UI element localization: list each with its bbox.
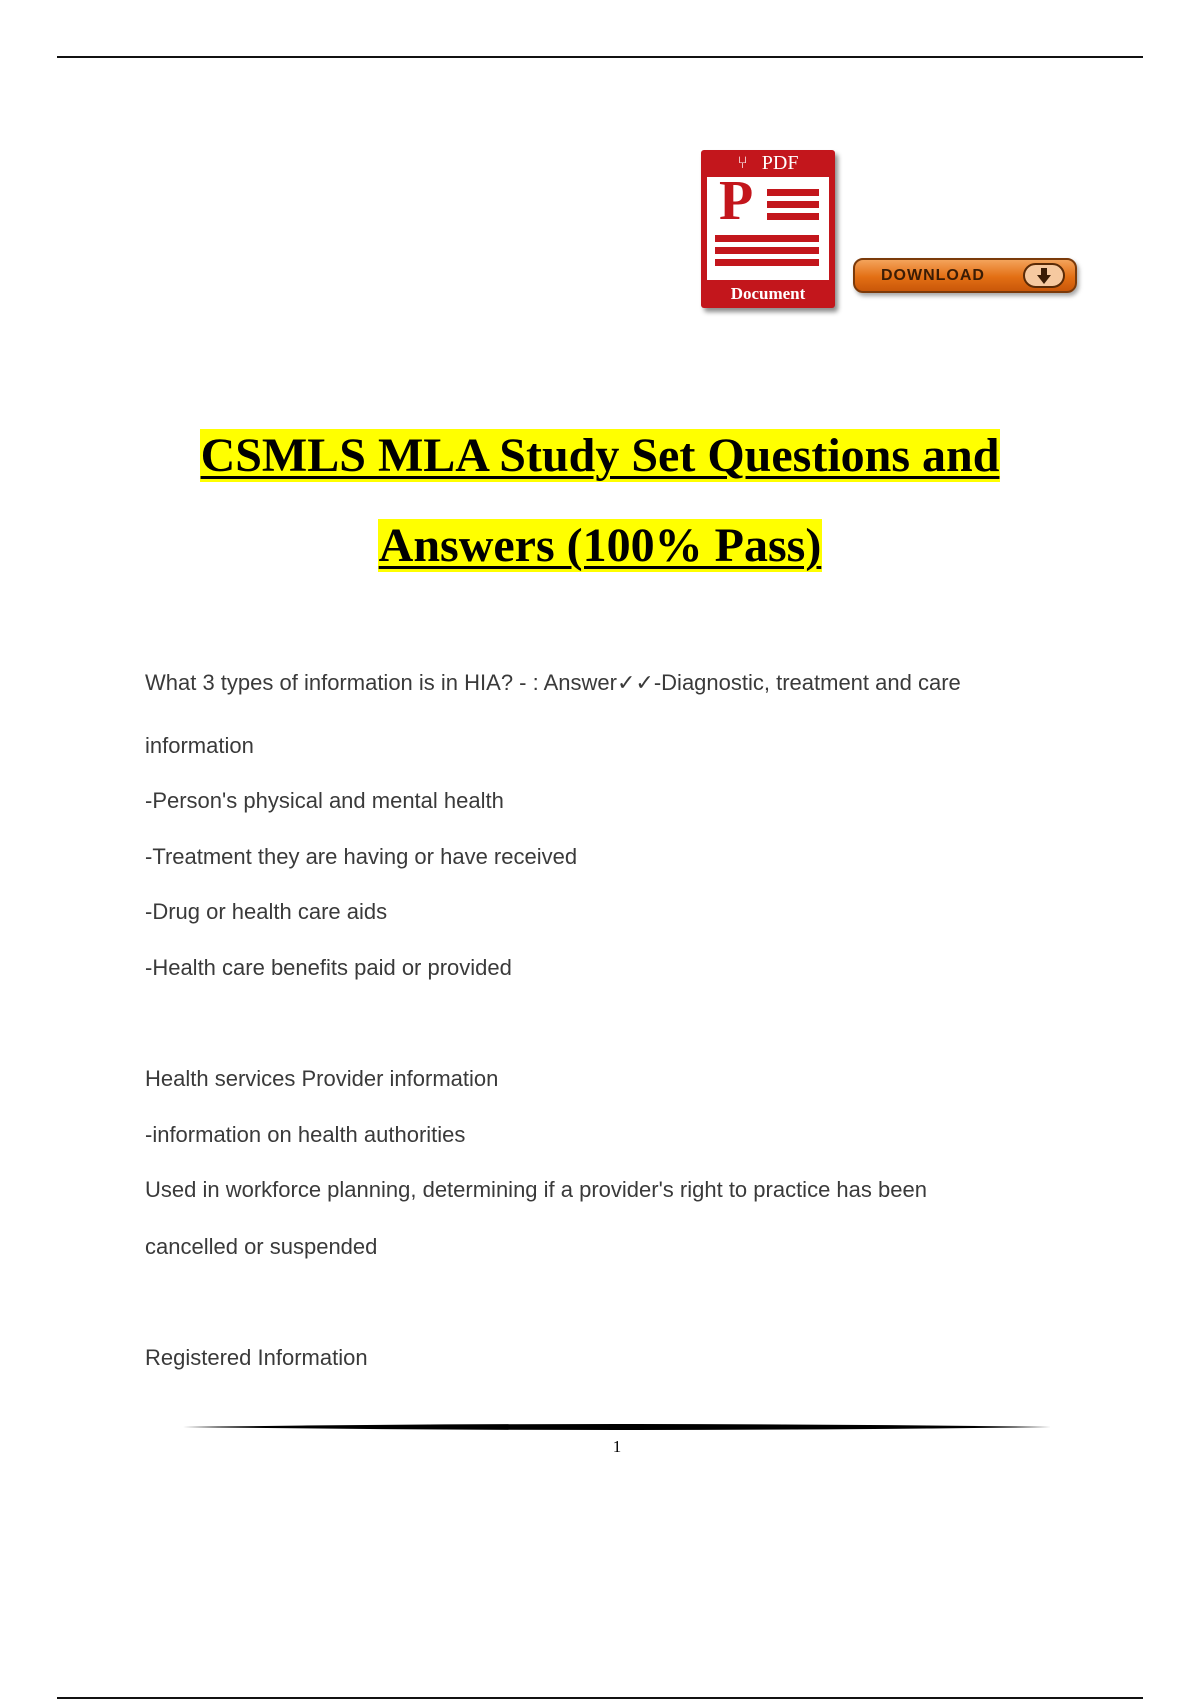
pdf-icon-letter: P [719,170,754,232]
bottom-divider [57,1697,1143,1699]
body-line: Health services Provider information [145,1066,499,1091]
document-title-line-2: Answers (100% Pass) [378,519,822,572]
pdf-icon-line [767,201,819,208]
body-line: information [145,733,254,758]
pdf-document-icon [701,150,835,308]
body-line: -Health care benefits paid or provided [145,955,512,980]
page-number: 1 [612,1437,622,1456]
pdf-icon-line [715,259,819,266]
pdf-icon-line [715,247,819,254]
pdf-icon-line [767,189,819,196]
body-line: -Treatment they are having or have received [145,844,578,869]
document-title-line-1: CSMLS MLA Study Set Questions and [200,429,1000,482]
top-divider [57,56,1143,58]
body-line: cancelled or suspended [145,1234,378,1259]
body-line: Registered Information [145,1345,368,1370]
pdf-icon-line [715,235,819,242]
pdf-icon-line [767,213,819,220]
body-line: -Drug or health care aids [145,899,388,924]
body-line: -Person's physical and mental health [145,788,504,813]
pdf-icon-top-label: PDF [761,151,799,174]
arrow-down-circle-icon [1023,263,1065,288]
body-line: Used in workforce planning, determining if a provider's right to practice has been [145,1177,927,1202]
acrobat-icon: ⑂ [737,153,748,172]
body-line: What 3 types of information is in HIA? - : Answer✓✓-Diagnostic, treatment and care [145,670,961,695]
download-button[interactable] [853,258,1077,293]
pdf-icon-sheet [707,170,829,280]
pdf-icon-bottom-label: Document [730,284,806,303]
download-button-label: DOWNLOAD [881,266,985,284]
footer-divider [183,1423,1051,1431]
body-line: -information on health authorities [145,1122,466,1147]
